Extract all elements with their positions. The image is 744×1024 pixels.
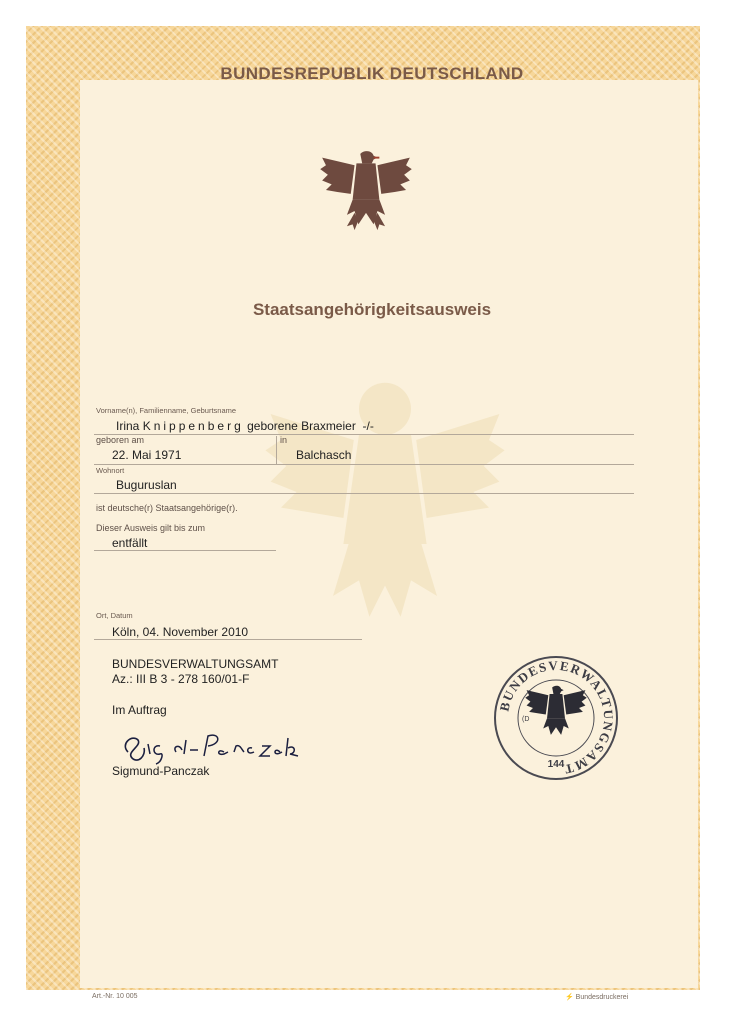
reference-number: Az.: III B 3 - 278 160/01-F: [112, 672, 250, 686]
in-label: in: [280, 435, 288, 445]
residence: Buguruslan: [116, 478, 177, 492]
seal-side-mark: (D: [522, 716, 530, 723]
country-heading: BUNDESREPUBLIK DEUTSCHLAND: [220, 64, 524, 83]
birthplace: Balchasch: [296, 448, 352, 462]
place-date-label: Ort, Datum: [96, 611, 133, 620]
printer-mark: [565, 993, 628, 1001]
name-line: [116, 419, 374, 433]
validity-value: entfällt: [112, 536, 148, 550]
place-date-rule: [94, 639, 362, 640]
birth-rule: [94, 464, 634, 465]
residence-rule: [94, 493, 634, 494]
validity-label: Dieser Ausweis gilt bis zum: [96, 523, 206, 533]
printer-logo-icon: ⚡: [565, 994, 574, 1001]
official-seal: [493, 655, 619, 781]
authority-name: BUNDESVERWALTUNGSAMT: [112, 657, 279, 671]
validity-rule: [94, 550, 276, 551]
seal-text: BUNDESVERWALTUNGSAMT: [496, 657, 617, 778]
printer-name: Bundesdruckerei: [575, 994, 629, 1001]
by-order: Im Auftrag: [112, 703, 167, 717]
place-date: Köln, 04. November 2010: [112, 625, 249, 639]
birth-date: 22. Mai 1971: [112, 448, 182, 462]
handwritten-signature: [116, 722, 306, 770]
name-end-mark: -/-: [362, 419, 374, 433]
first-name: Irina: [116, 419, 140, 433]
seal-number: 144: [547, 759, 565, 770]
federal-eagle-icon: [318, 150, 414, 232]
signer-name: Sigmund-Panczak: [112, 764, 210, 778]
article-number: Art.-Nr. 10 005: [92, 993, 138, 1000]
citizenship-statement: ist deutsche(r) Staatsangehörige(r).: [96, 503, 238, 513]
name-label: Vorname(n), Familienname, Geburtsname: [96, 406, 237, 415]
document-title: Staatsangehörigkeitsausweis: [252, 300, 492, 319]
birth-name: geborene Braxmeier: [247, 419, 356, 433]
residence-label: Wohnort: [96, 466, 125, 475]
field-divider: [276, 436, 277, 465]
signature-lettering: Sigmund-Panczak: [116, 722, 125, 723]
name-rule: [94, 434, 634, 435]
family-name: Knippenberg: [142, 419, 244, 433]
born-label: geboren am: [96, 435, 145, 445]
eagle-watermark: [255, 360, 515, 650]
